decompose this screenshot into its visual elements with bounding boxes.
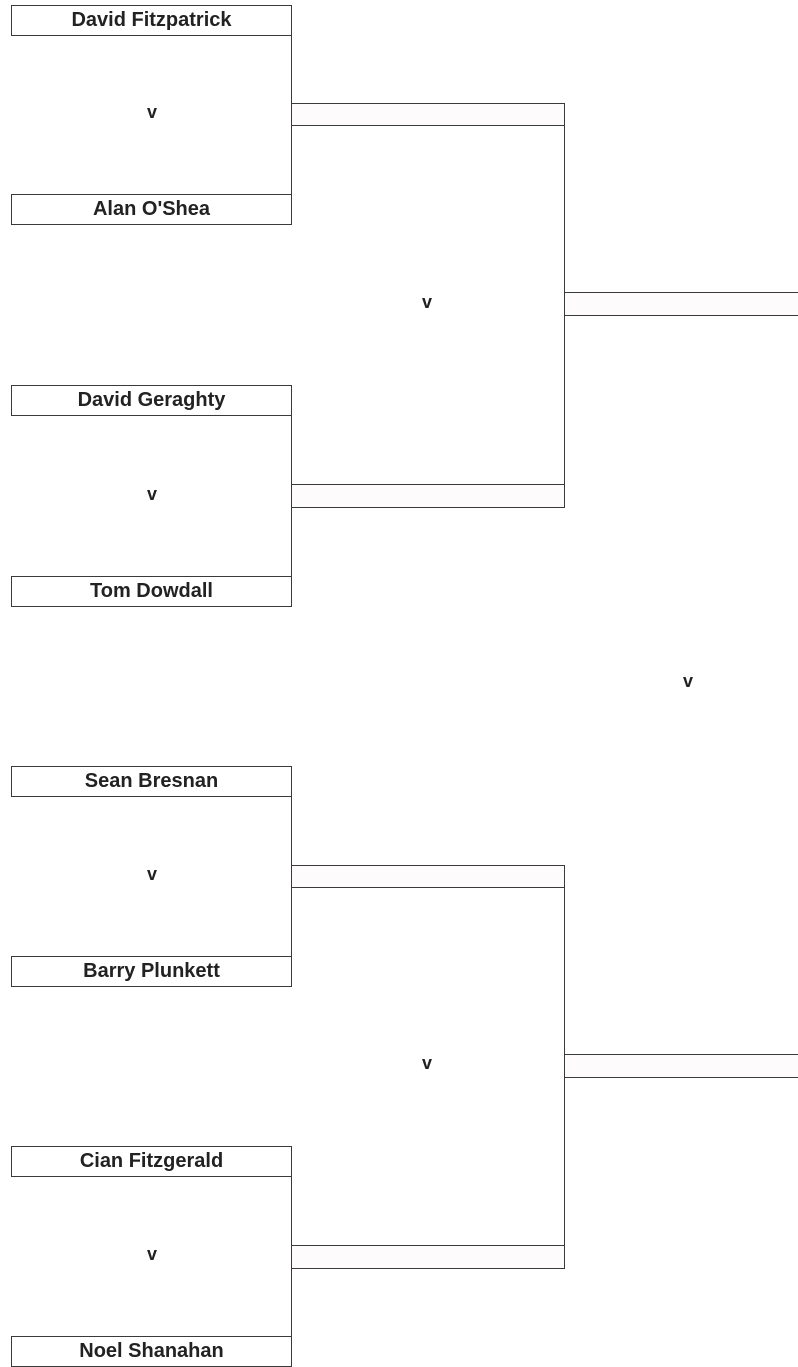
versus-label: v: [682, 671, 693, 691]
versus-label: v: [146, 864, 157, 884]
player-slot-8: Noel Shanahan: [11, 1336, 292, 1367]
winner-slot-r2-2: [291, 484, 565, 508]
player-slot-5: Sean Bresnan: [11, 766, 292, 797]
versus-label: v: [146, 1244, 157, 1264]
versus-label: v: [146, 102, 157, 122]
versus-label: v: [146, 484, 157, 504]
player-slot-3: David Geraghty: [11, 385, 292, 416]
player-slot-7: Cian Fitzgerald: [11, 1146, 292, 1177]
player-slot-4: Tom Dowdall: [11, 576, 292, 607]
player-slot-1: David Fitzpatrick: [11, 5, 292, 36]
winner-slot-r3-2: [564, 1054, 798, 1078]
winner-slot-r2-1: [291, 103, 565, 126]
winner-slot-r2-4: [291, 1245, 565, 1269]
winner-slot-r2-3: [291, 865, 565, 888]
player-slot-6: Barry Plunkett: [11, 956, 292, 987]
player-slot-2: Alan O'Shea: [11, 194, 292, 225]
winner-slot-r3-1: [564, 292, 798, 316]
versus-label: v: [421, 292, 432, 312]
versus-label: v: [421, 1053, 432, 1073]
